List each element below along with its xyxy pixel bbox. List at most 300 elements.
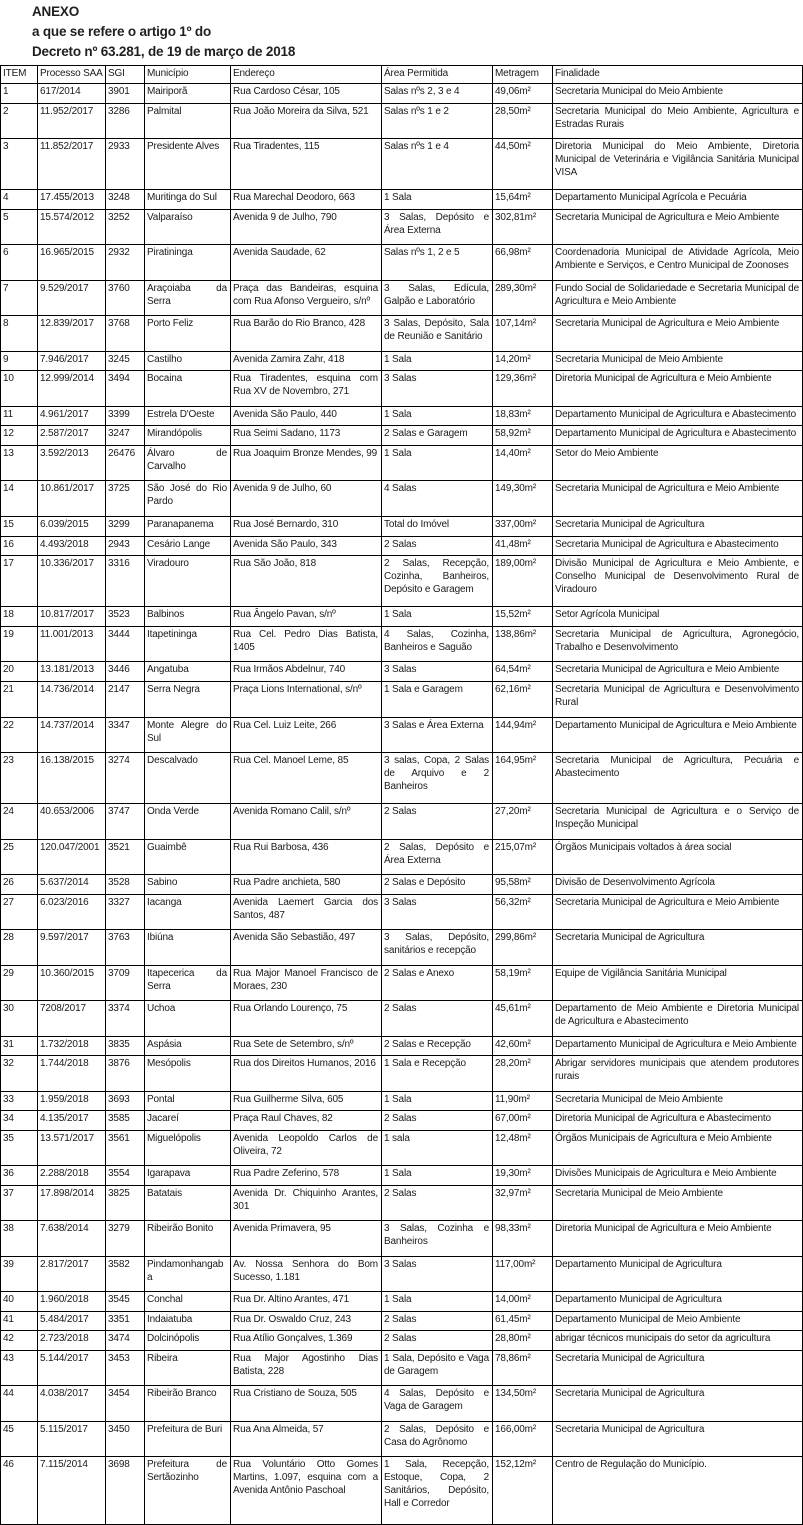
cell-finalidade: Secretaria Municipal de Agricultura <box>553 516 803 536</box>
cell-metragem: 58,92m² <box>493 426 553 446</box>
cell-processo-saa: 1.960/2018 <box>38 1292 106 1312</box>
cell-item: 30 <box>1 1001 38 1036</box>
column-header-metragem: Metragem <box>493 66 553 84</box>
cell-metragem: 27,20m² <box>493 804 553 839</box>
cell-sgi: 2932 <box>106 245 145 280</box>
cell-sgi: 3760 <box>106 280 145 315</box>
cell-metragem: 41,48m² <box>493 536 553 556</box>
cell-area-permitida: 3 Salas, Cozinha e Banheiros <box>382 1221 493 1256</box>
table-row <box>1 1292 803 1312</box>
cell-processo-saa: 16.138/2015 <box>38 752 106 803</box>
cell-processo-saa: 4.038/2017 <box>38 1386 106 1421</box>
cell-endereco: Av. Nossa Senhora do Bom Sucesso, 1.181 <box>231 1256 382 1291</box>
cell-metragem: 32,97m² <box>493 1185 553 1220</box>
cell-metragem: 12,48m² <box>493 1130 553 1165</box>
cell-sgi: 26476 <box>106 446 145 481</box>
cell-municipio: Onda Verde <box>145 804 231 839</box>
cell-area-permitida: 1 Sala <box>382 1166 493 1186</box>
table-row <box>1 139 803 190</box>
cell-municipio: Batatais <box>145 1185 231 1220</box>
cell-metragem: 19,30m² <box>493 1166 553 1186</box>
cell-municipio: Itapecerica da Serra <box>145 965 231 1000</box>
table-row <box>1 406 803 426</box>
cell-processo-saa: 5.637/2014 <box>38 875 106 895</box>
cell-finalidade: Departamento Municipal de Agricultura <box>553 1256 803 1291</box>
cell-area-permitida: 1 Sala e Garagem <box>382 682 493 717</box>
cell-endereco: Praça Lions International, s/nº <box>231 682 382 717</box>
cell-sgi: 3768 <box>106 316 145 351</box>
table-row <box>1 316 803 351</box>
table-row <box>1 1166 803 1186</box>
cell-metragem: 299,86m² <box>493 930 553 965</box>
cell-processo-saa: 10.817/2017 <box>38 607 106 627</box>
cell-municipio: Ribeirão Branco <box>145 1386 231 1421</box>
cell-finalidade: Secretaria Municipal de Meio Ambiente <box>553 1091 803 1111</box>
table-row <box>1 839 803 874</box>
column-header-processo-saa: Processo SAA <box>38 66 106 84</box>
cell-finalidade: Diretoria Municipal de Agricultura e Abastecimento <box>553 1111 803 1131</box>
cell-sgi: 2147 <box>106 682 145 717</box>
cell-area-permitida: 1 Sala <box>382 351 493 371</box>
cell-processo-saa: 5.484/2017 <box>38 1311 106 1331</box>
cell-area-permitida: Salas nºs 1 e 4 <box>382 139 493 190</box>
table-row <box>1 84 803 104</box>
cell-item: 25 <box>1 839 38 874</box>
cell-municipio: Valparaíso <box>145 209 231 244</box>
cell-item: 31 <box>1 1036 38 1056</box>
cell-area-permitida: 4 Salas, Cozinha, Banheiros e Saguão <box>382 627 493 662</box>
cell-sgi: 3835 <box>106 1036 145 1056</box>
column-header-municipio: Município <box>145 66 231 84</box>
cell-sgi: 3299 <box>106 516 145 536</box>
cell-finalidade: Divisão Municipal de Agricultura e Meio Ambiente, e Conselho Municipal de Desenvolvimento Rural de Viradouro <box>553 556 803 607</box>
cell-metragem: 44,50m² <box>493 139 553 190</box>
cell-metragem: 134,50m² <box>493 1386 553 1421</box>
cell-municipio: Palmital <box>145 103 231 138</box>
cell-processo-saa: 10.861/2017 <box>38 481 106 516</box>
table-row <box>1 481 803 516</box>
cell-endereco: Rua Cel. Pedro Dias Batista, 1405 <box>231 627 382 662</box>
cell-municipio: Piratininga <box>145 245 231 280</box>
cell-item: 38 <box>1 1221 38 1256</box>
cell-endereco: Rua Cristiano de Souza, 505 <box>231 1386 382 1421</box>
cell-item: 11 <box>1 406 38 426</box>
cell-metragem: 14,20m² <box>493 351 553 371</box>
cell-item: 7 <box>1 280 38 315</box>
cell-area-permitida: 1 Sala <box>382 446 493 481</box>
cell-area-permitida: 2 Salas e Garagem <box>382 426 493 446</box>
cell-sgi: 3474 <box>106 1331 145 1351</box>
cell-finalidade: Diretoria Municipal de Agricultura e Meio Ambiente <box>553 371 803 406</box>
cell-finalidade: Abrigar servidores municipais que atendem produtores rurais <box>553 1056 803 1091</box>
cell-item: 27 <box>1 894 38 929</box>
cell-item: 35 <box>1 1130 38 1165</box>
cell-finalidade: Secretaria Municipal de Agricultura, Pecuária e Abastecimento <box>553 752 803 803</box>
cell-sgi: 3494 <box>106 371 145 406</box>
cell-sgi: 3901 <box>106 84 145 104</box>
cell-sgi: 3528 <box>106 875 145 895</box>
cell-municipio: Serra Negra <box>145 682 231 717</box>
table-row <box>1 804 803 839</box>
cell-area-permitida: 2 Salas, Depósito e Casa do Agrônomo <box>382 1421 493 1456</box>
table-row <box>1 1351 803 1386</box>
cell-endereco: Avenida Dr. Chiquinho Arantes, 301 <box>231 1185 382 1220</box>
cell-sgi: 3374 <box>106 1001 145 1036</box>
cell-municipio: Prefeitura de Sertãozinho <box>145 1457 231 1525</box>
cell-item: 13 <box>1 446 38 481</box>
cell-item: 22 <box>1 717 38 752</box>
cell-sgi: 3453 <box>106 1351 145 1386</box>
cell-metragem: 337,00m² <box>493 516 553 536</box>
document-header <box>0 3 803 60</box>
cell-finalidade: Secretaria Municipal de Agricultura e Meio Ambiente <box>553 894 803 929</box>
table-row <box>1 965 803 1000</box>
cell-processo-saa: 12.999/2014 <box>38 371 106 406</box>
cell-municipio: Pontal <box>145 1091 231 1111</box>
cell-processo-saa: 617/2014 <box>38 84 106 104</box>
cell-area-permitida: 2 Salas e Depósito <box>382 875 493 895</box>
cell-processo-saa: 3.592/2013 <box>38 446 106 481</box>
cell-metragem: 14,00m² <box>493 1292 553 1312</box>
cell-municipio: Álvaro de Carvalho <box>145 446 231 481</box>
cell-finalidade: Secretaria Municipal de Agricultura <box>553 1351 803 1386</box>
cell-area-permitida: 2 Salas e Anexo <box>382 965 493 1000</box>
cell-endereco: Praça Raul Chaves, 82 <box>231 1111 382 1131</box>
cell-sgi: 3316 <box>106 556 145 607</box>
cell-area-permitida: 2 Salas e Recepção <box>382 1036 493 1056</box>
cell-municipio: Angatuba <box>145 662 231 682</box>
table-row <box>1 516 803 536</box>
table-row <box>1 662 803 682</box>
cell-item: 44 <box>1 1386 38 1421</box>
cell-endereco: Avenida Romano Calil, s/nº <box>231 804 382 839</box>
cell-item: 9 <box>1 351 38 371</box>
cell-processo-saa: 12.839/2017 <box>38 316 106 351</box>
cell-item: 18 <box>1 607 38 627</box>
cell-municipio: Itapetininga <box>145 627 231 662</box>
cell-endereco: Rua Guilherme Silva, 605 <box>231 1091 382 1111</box>
cell-finalidade: Setor Agrícola Municipal <box>553 607 803 627</box>
cell-municipio: Monte Alegre do Sul <box>145 717 231 752</box>
cell-municipio: Jacareí <box>145 1111 231 1131</box>
cell-sgi: 3245 <box>106 351 145 371</box>
table-row <box>1 245 803 280</box>
table-row <box>1 607 803 627</box>
table-row <box>1 190 803 210</box>
table-row <box>1 351 803 371</box>
cell-finalidade: Secretaria Municipal de Agricultura e Abastecimento <box>553 536 803 556</box>
cell-endereco: Rua Cardoso César, 105 <box>231 84 382 104</box>
table-row <box>1 1091 803 1111</box>
cell-endereco: Rua Atílio Gonçalves, 1.369 <box>231 1331 382 1351</box>
cell-processo-saa: 14.736/2014 <box>38 682 106 717</box>
cell-metragem: 107,14m² <box>493 316 553 351</box>
cell-item: 14 <box>1 481 38 516</box>
cell-municipio: Igarapava <box>145 1166 231 1186</box>
cell-item: 20 <box>1 662 38 682</box>
cell-metragem: 14,40m² <box>493 446 553 481</box>
cell-finalidade: Departamento Municipal de Agricultura e Meio Ambiente <box>553 1036 803 1056</box>
cell-item: 12 <box>1 426 38 446</box>
cell-sgi: 3747 <box>106 804 145 839</box>
cell-processo-saa: 10.360/2015 <box>38 965 106 1000</box>
cell-metragem: 164,95m² <box>493 752 553 803</box>
cell-sgi: 3446 <box>106 662 145 682</box>
cell-endereco: Rua Sete de Setembro, s/nº <box>231 1036 382 1056</box>
cell-area-permitida: 1 Sala <box>382 190 493 210</box>
cell-finalidade: Secretaria Municipal do Meio Ambiente <box>553 84 803 104</box>
cell-item: 16 <box>1 536 38 556</box>
cell-area-permitida: 2 Salas <box>382 1331 493 1351</box>
cell-metragem: 61,45m² <box>493 1311 553 1331</box>
cell-processo-saa: 5.144/2017 <box>38 1351 106 1386</box>
table-row <box>1 717 803 752</box>
table-row <box>1 280 803 315</box>
table-row <box>1 875 803 895</box>
annex-table <box>0 65 803 1525</box>
cell-metragem: 302,81m² <box>493 209 553 244</box>
cell-processo-saa: 13.181/2013 <box>38 662 106 682</box>
cell-processo-saa: 4.961/2017 <box>38 406 106 426</box>
cell-endereco: Avenida 9 de Julho, 790 <box>231 209 382 244</box>
cell-municipio: São José do Rio Pardo <box>145 481 231 516</box>
cell-finalidade: Centro de Regulação do Município. <box>553 1457 803 1525</box>
cell-municipio: Mirandópolis <box>145 426 231 446</box>
cell-item: 21 <box>1 682 38 717</box>
cell-sgi: 3545 <box>106 1292 145 1312</box>
cell-finalidade: Secretaria Municipal de Agricultura e Meio Ambiente <box>553 209 803 244</box>
cell-endereco: Rua Irmãos Abdelnur, 740 <box>231 662 382 682</box>
cell-finalidade: Secretaria Municipal de Meio Ambiente <box>553 1185 803 1220</box>
cell-item: 36 <box>1 1166 38 1186</box>
cell-item: 17 <box>1 556 38 607</box>
cell-sgi: 3763 <box>106 930 145 965</box>
cell-area-permitida: Total do Imóvel <box>382 516 493 536</box>
cell-processo-saa: 5.115/2017 <box>38 1421 106 1456</box>
cell-endereco: Rua Major Manoel Francisco de Moraes, 230 <box>231 965 382 1000</box>
cell-area-permitida: 3 Salas e Área Externa <box>382 717 493 752</box>
cell-metragem: 28,50m² <box>493 103 553 138</box>
cell-sgi: 3252 <box>106 209 145 244</box>
cell-municipio: Aspásia <box>145 1036 231 1056</box>
cell-sgi: 3698 <box>106 1457 145 1525</box>
cell-metragem: 129,36m² <box>493 371 553 406</box>
cell-sgi: 3523 <box>106 607 145 627</box>
cell-sgi: 3450 <box>106 1421 145 1456</box>
cell-municipio: Ibiúna <box>145 930 231 965</box>
cell-item: 34 <box>1 1111 38 1131</box>
cell-processo-saa: 10.336/2017 <box>38 556 106 607</box>
cell-area-permitida: 2 Salas, Recepção, Cozinha, Banheiros, Depósito e Garagem <box>382 556 493 607</box>
cell-metragem: 117,00m² <box>493 1256 553 1291</box>
cell-area-permitida: 4 Salas <box>382 481 493 516</box>
table-row <box>1 1185 803 1220</box>
cell-item: 33 <box>1 1091 38 1111</box>
decree-number-line: Decreto nº 63.281, de 19 de março de 2018 <box>32 44 296 59</box>
cell-processo-saa: 2.723/2018 <box>38 1331 106 1351</box>
cell-processo-saa: 4.135/2017 <box>38 1111 106 1131</box>
annex-title-line: ANEXO <box>32 4 80 19</box>
cell-sgi: 3825 <box>106 1185 145 1220</box>
cell-sgi: 3709 <box>106 965 145 1000</box>
table-row <box>1 1386 803 1421</box>
cell-endereco: Rua Voluntário Otto Gomes Martins, 1.097, esquina com a Avenida Antônio Paschoal <box>231 1457 382 1525</box>
cell-metragem: 45,61m² <box>493 1001 553 1036</box>
cell-area-permitida: 3 Salas, Edícula, Galpão e Laboratório <box>382 280 493 315</box>
cell-endereco: Avenida São Paulo, 440 <box>231 406 382 426</box>
cell-area-permitida: 1 Sala <box>382 607 493 627</box>
cell-municipio: Conchal <box>145 1292 231 1312</box>
cell-area-permitida: 1 Sala <box>382 406 493 426</box>
cell-sgi: 3582 <box>106 1256 145 1291</box>
cell-item: 23 <box>1 752 38 803</box>
table-row <box>1 446 803 481</box>
cell-finalidade: Secretaria Municipal de Agricultura e Meio Ambiente <box>553 481 803 516</box>
cell-endereco: Rua São João, 818 <box>231 556 382 607</box>
cell-metragem: 67,00m² <box>493 1111 553 1131</box>
cell-finalidade: Departamento Municipal de Meio Ambiente <box>553 1311 803 1331</box>
cell-endereco: Avenida Primavera, 95 <box>231 1221 382 1256</box>
cell-endereco: Rua Padre Zeferino, 578 <box>231 1166 382 1186</box>
cell-sgi: 3554 <box>106 1166 145 1186</box>
table-row <box>1 209 803 244</box>
cell-area-permitida: 2 Salas <box>382 1001 493 1036</box>
cell-endereco: Rua dos Direitos Humanos, 2016 <box>231 1056 382 1091</box>
cell-item: 2 <box>1 103 38 138</box>
cell-sgi: 2933 <box>106 139 145 190</box>
column-header-endereco: Endereço <box>231 66 382 84</box>
cell-item: 39 <box>1 1256 38 1291</box>
cell-metragem: 78,86m² <box>493 1351 553 1386</box>
cell-item: 46 <box>1 1457 38 1525</box>
cell-finalidade: Departamento de Meio Ambiente e Diretoria Municipal de Agricultura e Abastecimento <box>553 1001 803 1036</box>
cell-sgi: 3399 <box>106 406 145 426</box>
table-row <box>1 1457 803 1525</box>
cell-processo-saa: 7.115/2014 <box>38 1457 106 1525</box>
cell-sgi: 3347 <box>106 717 145 752</box>
cell-item: 26 <box>1 875 38 895</box>
cell-metragem: 138,86m² <box>493 627 553 662</box>
cell-sgi: 3876 <box>106 1056 145 1091</box>
cell-item: 19 <box>1 627 38 662</box>
cell-metragem: 11,90m² <box>493 1091 553 1111</box>
cell-area-permitida: 4 Salas, Depósito e Vaga de Garagem <box>382 1386 493 1421</box>
cell-municipio: Balbinos <box>145 607 231 627</box>
cell-metragem: 28,20m² <box>493 1056 553 1091</box>
cell-finalidade: Diretoria Municipal do Meio Ambiente, Diretoria Municipal de Veterinária e Vigilância Sanitária Municipal VISA <box>553 139 803 190</box>
cell-processo-saa: 7.946/2017 <box>38 351 106 371</box>
cell-endereco: Rua Marechal Deodoro, 663 <box>231 190 382 210</box>
cell-endereco: Rua Tiradentes, esquina com Rua XV de Novembro, 271 <box>231 371 382 406</box>
cell-metragem: 18,83m² <box>493 406 553 426</box>
cell-endereco: Avenida Leopoldo Carlos de Oliveira, 72 <box>231 1130 382 1165</box>
cell-finalidade: Secretaria Municipal de Meio Ambiente <box>553 351 803 371</box>
cell-municipio: Mairiporã <box>145 84 231 104</box>
cell-processo-saa: 2.817/2017 <box>38 1256 106 1291</box>
table-row <box>1 627 803 662</box>
cell-endereco: Avenida São Sebastião, 497 <box>231 930 382 965</box>
cell-municipio: Prefeitura de Buri <box>145 1421 231 1456</box>
cell-processo-saa: 7208/2017 <box>38 1001 106 1036</box>
cell-area-permitida: 1 Sala, Recepção, Estoque, Copa, 2 Sanitários, Depósito, Hall e Corredor <box>382 1457 493 1525</box>
cell-item: 10 <box>1 371 38 406</box>
cell-municipio: Presidente Alves <box>145 139 231 190</box>
cell-endereco: Avenida Zamira Zahr, 418 <box>231 351 382 371</box>
table-row <box>1 426 803 446</box>
cell-processo-saa: 2.288/2018 <box>38 1166 106 1186</box>
table-row <box>1 1421 803 1456</box>
column-header-sgi: SGI <box>106 66 145 84</box>
table-row <box>1 930 803 965</box>
cell-finalidade: Secretaria Municipal de Agricultura <box>553 1386 803 1421</box>
cell-metragem: 215,07m² <box>493 839 553 874</box>
cell-processo-saa: 6.023/2016 <box>38 894 106 929</box>
table-row <box>1 371 803 406</box>
cell-finalidade: Divisão de Desenvolvimento Agrícola <box>553 875 803 895</box>
cell-item: 4 <box>1 190 38 210</box>
cell-sgi: 3247 <box>106 426 145 446</box>
cell-finalidade: Departamento Municipal de Agricultura e Abastecimento <box>553 406 803 426</box>
cell-municipio: Viradouro <box>145 556 231 607</box>
cell-item: 5 <box>1 209 38 244</box>
cell-endereco: Rua Tiradentes, 115 <box>231 139 382 190</box>
cell-area-permitida: 2 Salas <box>382 804 493 839</box>
table-row <box>1 1311 803 1331</box>
cell-processo-saa: 11.001/2013 <box>38 627 106 662</box>
cell-municipio: Indaiatuba <box>145 1311 231 1331</box>
cell-endereco: Rua Rui Barbosa, 436 <box>231 839 382 874</box>
cell-area-permitida: 3 Salas <box>382 662 493 682</box>
cell-area-permitida: 1 Sala, Depósito e Vaga de Garagem <box>382 1351 493 1386</box>
cell-processo-saa: 9.597/2017 <box>38 930 106 965</box>
cell-finalidade: abrigar técnicos municipais do setor da agricultura <box>553 1331 803 1351</box>
cell-endereco: Rua José Bernardo, 310 <box>231 516 382 536</box>
cell-endereco: Rua João Moreira da Silva, 521 <box>231 103 382 138</box>
cell-endereco: Rua Cel. Luiz Leite, 266 <box>231 717 382 752</box>
cell-item: 45 <box>1 1421 38 1456</box>
cell-municipio: Muritinga do Sul <box>145 190 231 210</box>
cell-endereco: Rua Seimi Sadano, 1173 <box>231 426 382 446</box>
cell-area-permitida: 3 Salas <box>382 371 493 406</box>
cell-processo-saa: 16.965/2015 <box>38 245 106 280</box>
cell-finalidade: Departamento Municipal de Agricultura <box>553 1292 803 1312</box>
cell-finalidade: Divisões Municipais de Agricultura e Meio Ambiente <box>553 1166 803 1186</box>
cell-finalidade: Órgãos Municipais voltados à área social <box>553 839 803 874</box>
table-row <box>1 1056 803 1091</box>
cell-municipio: Porto Feliz <box>145 316 231 351</box>
cell-finalidade: Secretaria Municipal de Agricultura, Agronegócio, Trabalho e Desenvolvimento <box>553 627 803 662</box>
cell-municipio: Ribeira <box>145 1351 231 1386</box>
cell-endereco: Rua Ângelo Pavan, s/nº <box>231 607 382 627</box>
cell-item: 29 <box>1 965 38 1000</box>
cell-sgi: 3327 <box>106 894 145 929</box>
cell-processo-saa: 40.653/2006 <box>38 804 106 839</box>
cell-municipio: Iacanga <box>145 894 231 929</box>
table-row <box>1 1130 803 1165</box>
cell-processo-saa: 9.529/2017 <box>38 280 106 315</box>
cell-processo-saa: 2.587/2017 <box>38 426 106 446</box>
cell-finalidade: Departamento Municipal de Agricultura e Abastecimento <box>553 426 803 446</box>
cell-municipio: Uchoa <box>145 1001 231 1036</box>
cell-area-permitida: 3 Salas, Depósito, sanitários e recepção <box>382 930 493 965</box>
cell-municipio: Bocaina <box>145 371 231 406</box>
cell-municipio: Dolcinópolis <box>145 1331 231 1351</box>
cell-item: 43 <box>1 1351 38 1386</box>
cell-sgi: 3274 <box>106 752 145 803</box>
cell-metragem: 56,32m² <box>493 894 553 929</box>
table-body <box>1 84 803 1525</box>
table-header <box>1 66 803 84</box>
